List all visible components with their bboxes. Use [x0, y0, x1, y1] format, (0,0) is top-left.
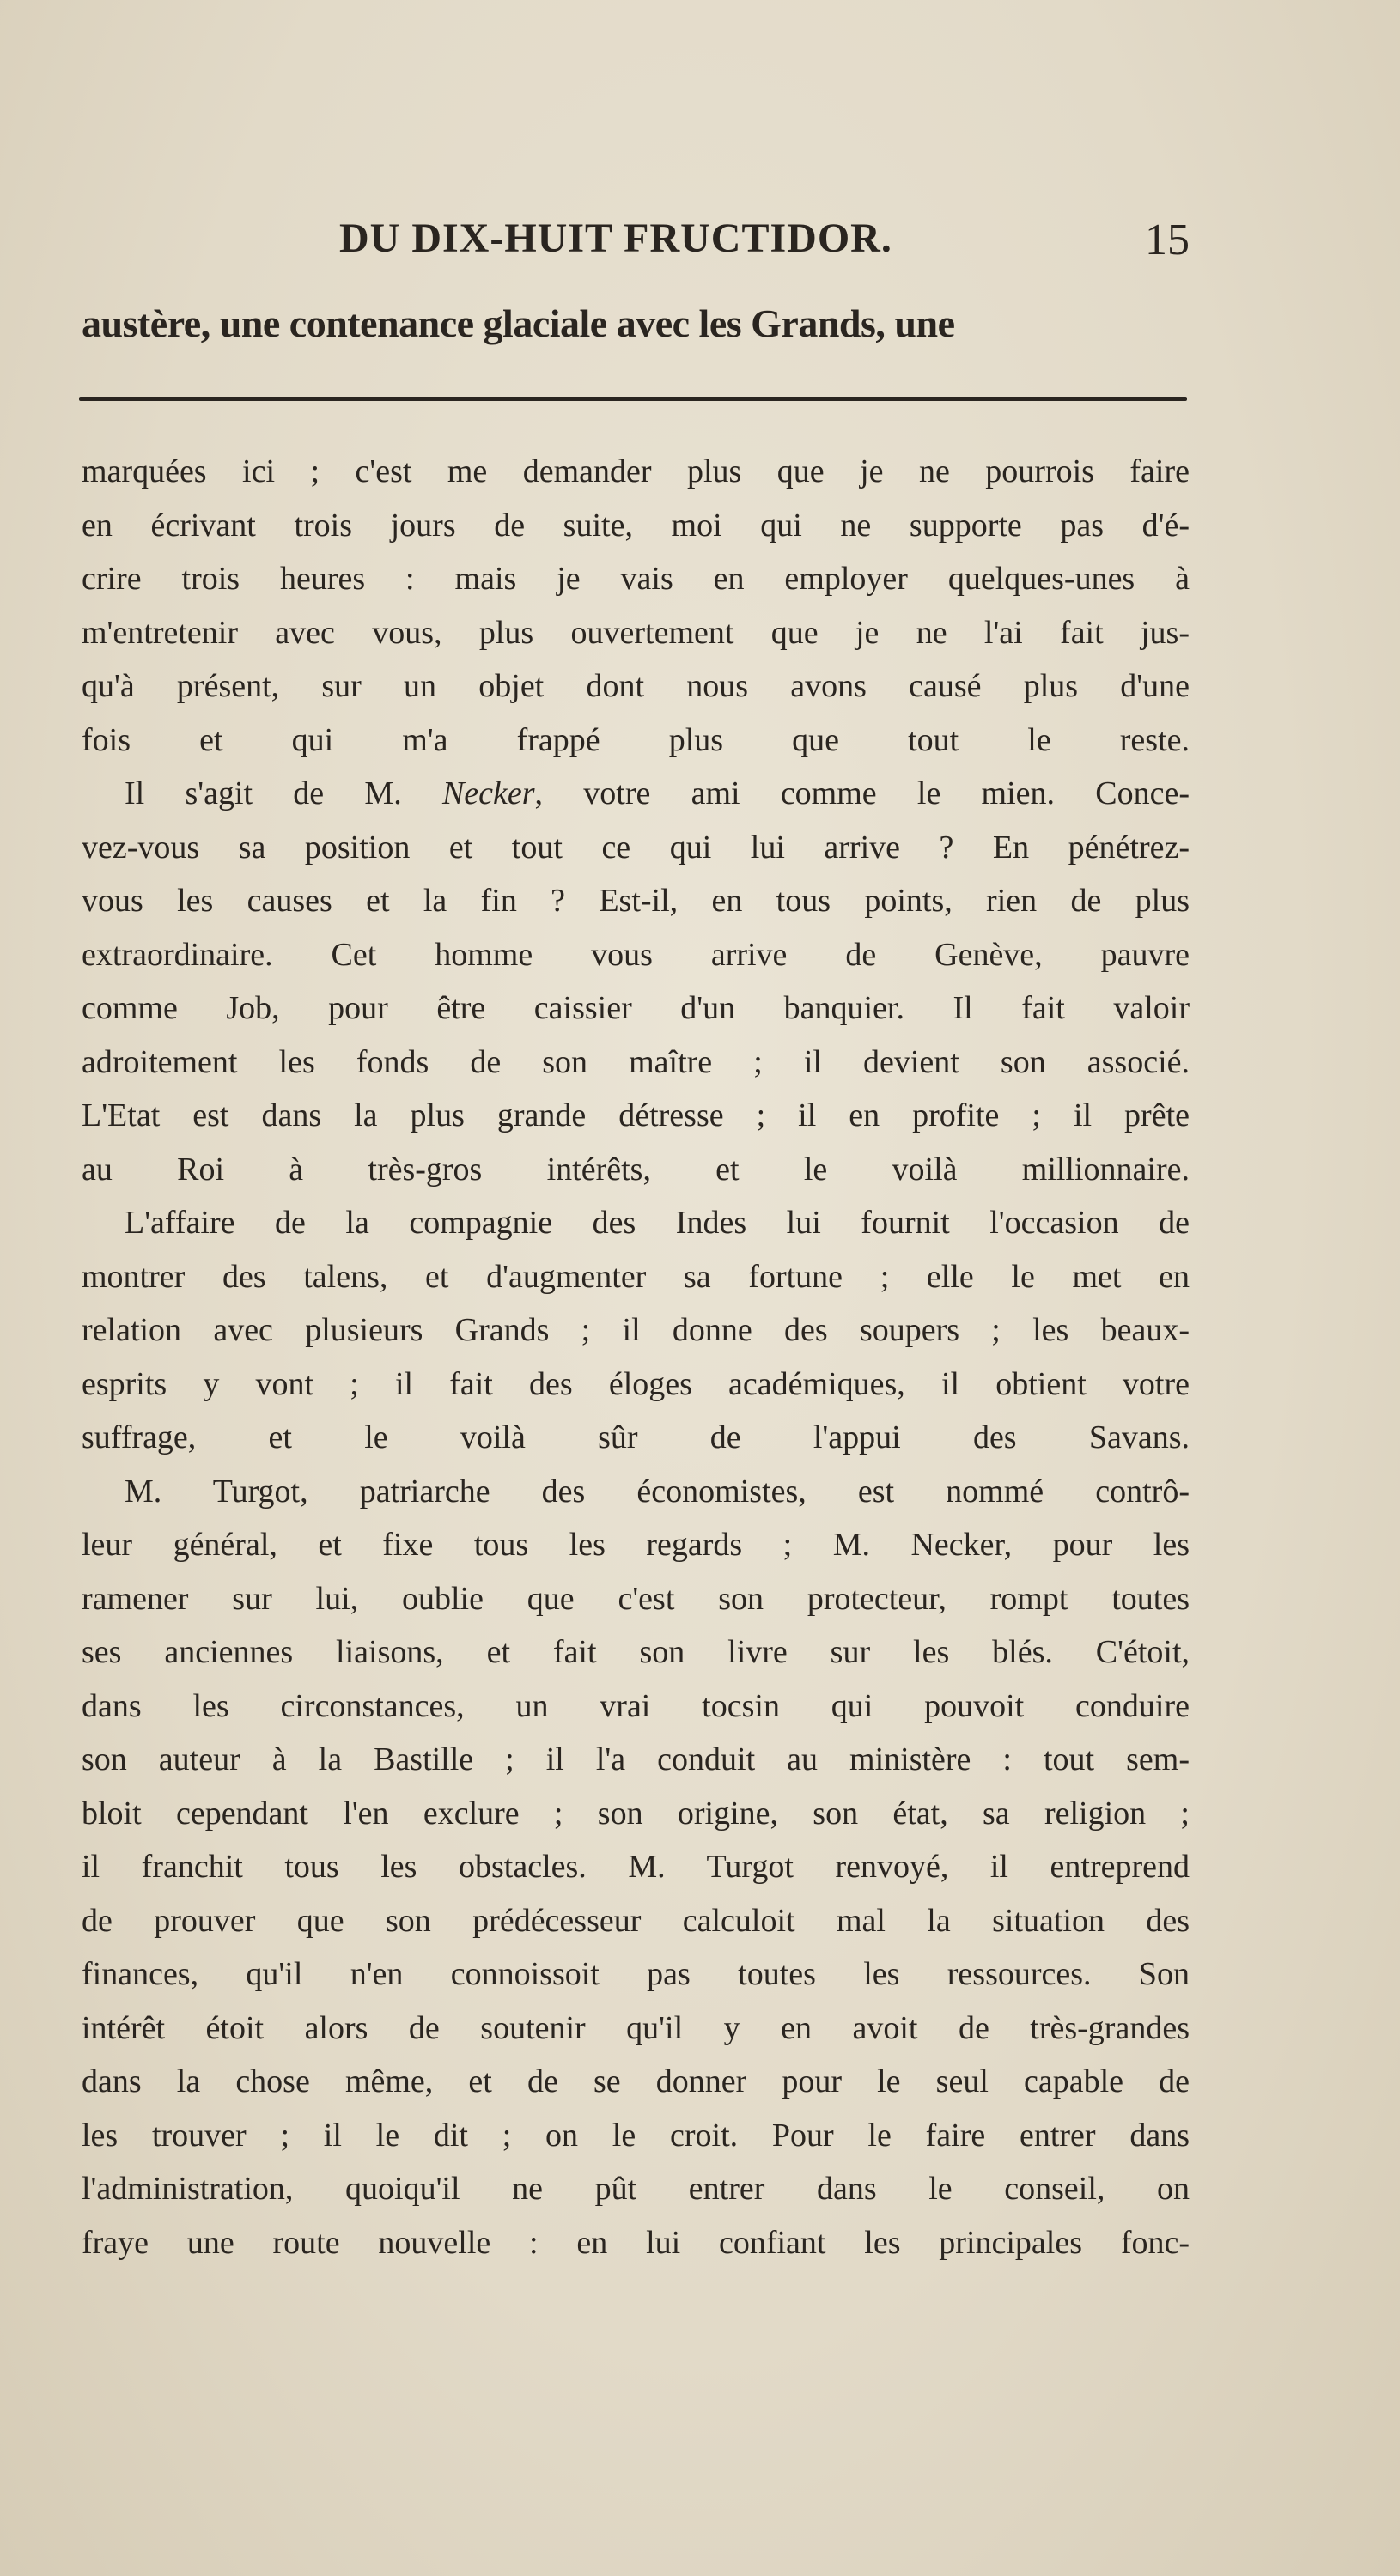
- text-line: de prouver que son prédécesseur calculoit mal la situation des: [82, 1902, 1190, 1939]
- paragraph-3: [82, 1196, 1190, 1465]
- text-line: m'entretenir avec vous, plus ouvertement que je ne l'ai fait jus-: [82, 614, 1190, 651]
- text-line: dans la chose même, et de se donner pour le seul capable de: [82, 2063, 1190, 2099]
- text-line: [82, 767, 1190, 821]
- horizontal-rule: [79, 397, 1187, 401]
- running-title: DU DIX-HUIT FRUCTIDOR.: [339, 216, 892, 261]
- text-line: relation avec plusieurs Grands ; il donne des soupers ; les beaux-: [82, 1312, 1190, 1348]
- paragraph-4: [82, 1465, 1190, 2270]
- text-line: bloit cependant l'en exclure ; son origine, son état, sa religion ;: [82, 1795, 1190, 1832]
- text-line: son auteur à la Bastille ; il l'a conduit au ministère : tout sem-: [82, 1741, 1190, 1777]
- text-line: L'Etat est dans la plus grande détresse ; il en profite ; il prête: [82, 1097, 1190, 1133]
- text-line: M. Turgot, patriarche des économistes, est nommé contrô-: [125, 1473, 1190, 1510]
- page-number: 15: [1145, 216, 1190, 264]
- text-line: qu'à présent, sur un objet dont nous avons causé plus d'une: [82, 668, 1190, 704]
- text-fragment: Il s'agit de M.: [125, 775, 442, 811]
- text-line: extraordinaire. Cet homme vous arrive de Genève, pauvre: [82, 936, 1190, 973]
- text-line: vez-vous sa position et tout ce qui lui arrive ? En pénétrez-: [82, 829, 1190, 866]
- text-line: crire trois heures : mais je vais en employer quelques-unes à: [82, 561, 1190, 597]
- text-line: intérêt étoit alors de soutenir qu'il y en avoit de très-grandes: [82, 2009, 1190, 2046]
- text-line: l'administration, quoiqu'il ne pût entrer dans le conseil, on: [82, 2171, 1190, 2207]
- text-line: ramener sur lui, oublie que c'est son protecteur, rompt toutes: [82, 1580, 1190, 1617]
- text-line: comme Job, pour être caissier d'un banquier. Il fait valoir: [82, 990, 1190, 1026]
- text-line: adroitement les fonds de son maître ; il devient son associé.: [82, 1043, 1190, 1080]
- text-line: vous les causes et la fin ? Est-il, en tous points, rien de plus: [82, 883, 1190, 919]
- text-line: en écrivant trois jours de suite, moi qui ne supporte pas d'é-: [82, 507, 1190, 544]
- text-line: il franchit tous les obstacles. M. Turgot renvoyé, il entreprend: [82, 1849, 1190, 1885]
- italic-name: Necker: [441, 775, 535, 811]
- body-text: [82, 445, 1190, 2269]
- text-fragment: , votre ami comme le mien. Conce-: [534, 775, 1190, 811]
- catchline: austère, une contenance glaciale avec les Grands, une: [82, 301, 955, 345]
- page-header: [82, 215, 1190, 266]
- text-line: fraye une route nouvelle : en lui confiant les principales fonc-: [82, 2224, 1190, 2261]
- text-line: ses anciennes liaisons, et fait son livre sur les blés. C'étoit,: [82, 1634, 1190, 1670]
- paragraph-1: [82, 445, 1190, 767]
- text-line: esprits y vont ; il fait des éloges académiques, il obtient votre: [82, 1365, 1190, 1402]
- text-line: suffrage, et le voilà sûr de l'appui des Savans.: [82, 1419, 1190, 1455]
- text-line: marquées ici ; c'est me demander plus que je ne pourrois faire: [82, 453, 1190, 489]
- text-line: montrer des talens, et d'augmenter sa fortune ; elle le met en: [82, 1258, 1190, 1295]
- text-line: leur général, et fixe tous les regards ; M. Necker, pour les: [82, 1527, 1190, 1563]
- text-line: au Roi à très-gros intérêts, et le voilà millionnaire.: [82, 1151, 1190, 1188]
- text-line: dans les circonstances, un vrai tocsin qui pouvoit conduire: [82, 1687, 1190, 1724]
- text-line: L'affaire de la compagnie des Indes lui fournit l'occasion de: [125, 1205, 1190, 1241]
- text-line: fois et qui m'a frappé plus que tout le reste.: [82, 721, 1190, 758]
- text-line: finances, qu'il n'en connoissoit pas toutes les ressources. Son: [82, 1956, 1190, 1992]
- text-line: les trouver ; il le dit ; on le croit. Pour le faire entrer dans: [82, 2117, 1190, 2154]
- paragraph-2: [82, 767, 1190, 1196]
